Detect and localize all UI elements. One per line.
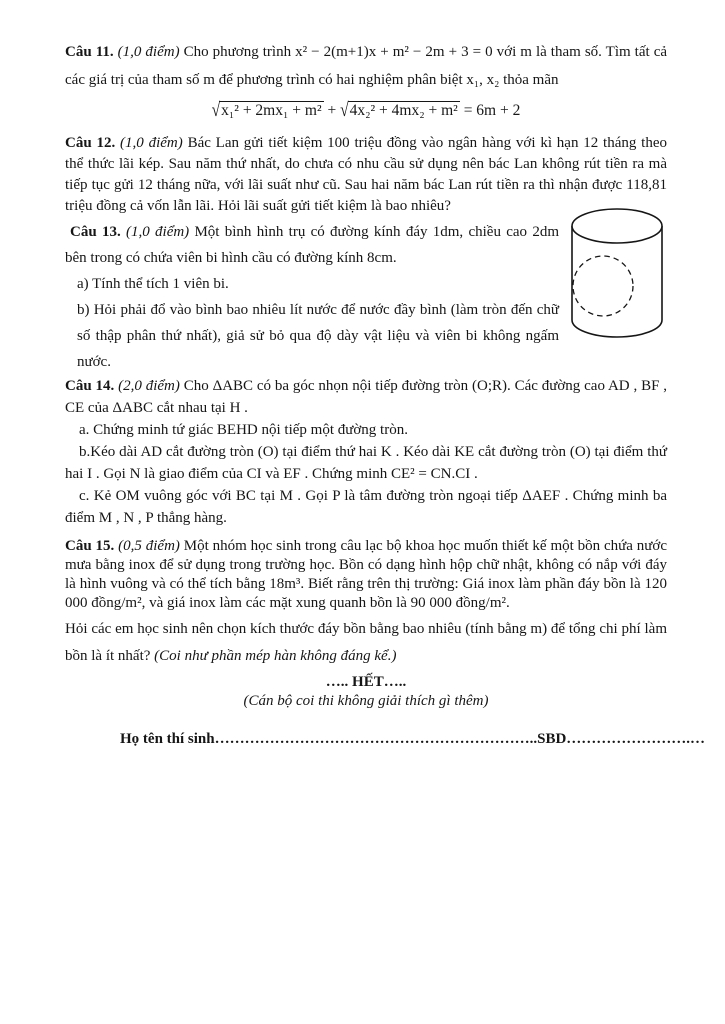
question-15-points: (0,5 điểm) <box>118 538 180 554</box>
radicand-2: 4x₂² + 4mx₂ + m² <box>349 102 458 119</box>
end-marker: ….. HẾT….. <box>325 674 407 690</box>
question-13-text: Một bình hình trụ có đường kính đáy 1dm, chiều cao 2dm bên trong có chứa viên bi hình cầu có đường kính 8cm. <box>65 224 559 266</box>
cylinder-top-ellipse <box>572 209 662 243</box>
sqrt-expression-1 <box>211 99 324 121</box>
question-15 <box>65 537 667 670</box>
question-12-text: Bác Lan gửi tiết kiệm 100 triệu đồng vào ngân hàng với kì hạn 12 tháng theo thể thức lãi kép. Sau năm thứ nhất, do chưa có nhu cầu sử dụng nên bác Lan không rút tiền ra mà tiếp tục gửi 12 tháng nữa, với lãi suất như cũ. Sau hai năm bác Lan rút tiền ra thì nhận được 118,81 triệu đồng cả vốn lẫn lãi. Hỏi lãi suất gửi tiết kiệm là bao nhiêu? <box>65 135 668 214</box>
question-14-item-b: b.Kéo dài AD cắt đường tròn (O) tại điểm thứ hai K . Kéo dài KE cắt đường tròn (O) tại điểm thứ hai I . Gọi N là giao điểm của CI và EF . Chứng minh CE² = CN.CI . <box>65 444 667 482</box>
question-12-paragraph <box>65 133 667 217</box>
question-14-label: Câu 14. <box>65 378 115 394</box>
question-11 <box>65 38 667 126</box>
question-15-note: (Coi như phần mép hàn không đáng kể.) <box>154 648 397 664</box>
question-12-label: Câu 12. <box>65 135 116 151</box>
question-15-label: Câu 15. <box>65 538 115 554</box>
sphere-dashed-circle <box>573 256 633 316</box>
radicand-1: x₁² + 2mx₁ + m² <box>221 102 322 119</box>
question-15-question <box>65 616 667 670</box>
sqrt-expression-2 <box>340 99 460 121</box>
question-13-item-a: a) Tính thể tích 1 viên bi. <box>77 276 229 292</box>
question-11-equation: x² − 2(m+1)x + m² − 2m + 3 = 0 <box>295 44 493 60</box>
question-15-question-text: Hỏi các em học sinh nên chọn kích thước đáy bồn bằng bao nhiêu (tính bằng m) để tổng chi phí làm bồn là ít nhất? <box>65 621 667 664</box>
question-13-label: Câu 13. <box>70 224 121 240</box>
question-15-text: Một nhóm học sinh trong câu lạc bộ khoa học muốn thiết kế một bồn chứa nước mưa bằng inox để sử dụng trong trường học. Bồn có dạng hình hộp chữ nhật, không có nắp với đáy là hình vuông và có thể tích bằng 18m³. Biết rằng trên thị trường: Giá inox làm phần đáy bồn là 120 000 đồng/m², và giá inox làm các mặt xung quanh bồn là 90 000 đồng/m². <box>65 538 667 611</box>
question-11-condition-formula <box>65 96 667 126</box>
question-14-item-a: a. Chứng minh tứ giác BEHD nội tiếp một đường tròn. <box>79 422 408 438</box>
question-14-paragraph <box>65 375 667 419</box>
formula-rhs: = 6m + 2 <box>463 102 521 119</box>
radical-sign-2: √ <box>340 99 349 121</box>
question-14-item-c: c. Kẻ OM vuông góc với BC tại M . Gọi P là tâm đường tròn ngoại tiếp ΔAEF . Chứng minh ba điểm M , N , P thẳng hàng. <box>65 488 667 526</box>
question-12-points: (1,0 điểm) <box>120 135 183 151</box>
question-13 <box>65 219 667 375</box>
question-11-after-equation: với m là tham số. Tìm tất cả các giá trị của tham số m để phương trình có hai nghiệm phân biệt x₁, x₂ thỏa mãn <box>65 44 668 88</box>
question-11-label: Câu 11. <box>65 44 114 60</box>
invigilator-note: (Cán bộ coi thi không giải thích gì thêm) <box>243 693 489 709</box>
candidate-name-line: Họ tên thí sinh………………………………………………………..SBD…………………….… <box>120 731 706 747</box>
question-11-paragraph <box>65 38 667 94</box>
radical-sign-1: √ <box>211 99 221 121</box>
question-14-points: (2,0 điểm) <box>118 378 180 394</box>
cylinder-figure <box>569 207 665 339</box>
question-12 <box>65 133 667 217</box>
question-13-points: (1,0 điểm) <box>126 224 190 240</box>
question-14-intro: Cho ΔABC có ba góc nhọn nội tiếp đường tròn (O;R). Các đường cao AD , BF , CE của ΔABC cắt nhau tại H . <box>65 378 668 416</box>
question-15-paragraph <box>65 537 667 613</box>
cylinder-figure-svg <box>569 207 665 339</box>
question-11-before-equation: Cho phương trình <box>183 44 292 60</box>
question-14 <box>65 375 667 529</box>
question-11-points: (1,0 điểm) <box>117 44 180 60</box>
question-13-item-b: b) Hỏi phải đổ vào bình bao nhiêu lít nước để nước đầy bình (làm tròn đến chữ số thập phân thứ nhất), giả sử bỏ qua độ dày vật liệu và viên bi không ngấm nước. <box>77 302 559 370</box>
plus-operator: + <box>327 102 337 119</box>
